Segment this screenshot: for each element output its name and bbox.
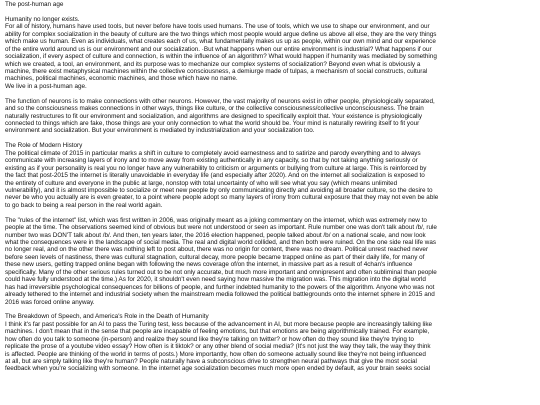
paragraph-line: connected to things which are fake, those things are your only connection to what the world should be. Your mind is naturally rewiring itself to fit your — [5, 120, 420, 127]
paragraph-line: at all, but are simply talking like they're human? People naturally have a subconscious drive to strengthen neural pathways that give the most social — [5, 358, 417, 365]
paragraph-line: has had irreversible psychological consequences for billions of people, and further indebted humanity to the powers of the algorithm. Anyone who was not — [5, 283, 435, 291]
paragraph-line: For all of history, humans have used tools, but never before have tools used humans. The use of tools, which we use to shape our environment, and our — [5, 23, 430, 31]
section-heading: The Role of Modern History — [5, 142, 83, 150]
paragraph-line: which make us human. Even as individuals, what creates each of us, what fundamentally makes us up as people, within our own mind and our experience — [5, 38, 436, 46]
paragraph-line: is affected. People are thinking of the world in terms of posts.) More importantly, how often do someone actually sound like they're not being influenced — [5, 350, 426, 358]
paragraph-line: how often do you talk to someone (in-person) and realize they sound like they're talking on twitter? or how often do they sound like they're trying to — [5, 335, 414, 343]
paragraph-line: machines, political machines, economic machines, and those which have no name. — [5, 75, 238, 83]
paragraph-line: environment and socialization. But your environment is mediated by industrialization and your socialization too. — [5, 127, 315, 135]
paragraph-line: ability for complex socialization in the beauty of culture are the two things which most people would argue define us above all else, they are the very things — [5, 30, 437, 38]
section-rules-of-internet — [5, 217, 536, 306]
page-title: The post-human age — [5, 1, 64, 8]
paragraph-line: and so the consciousness makes connections in other ways, things like culture, or the collective consciousness/collective unconsciousness. The brain — [5, 105, 424, 113]
spacer — [5, 306, 536, 313]
section-neurons — [5, 98, 536, 135]
section-intro — [5, 16, 536, 90]
paragraph-line: communicate with increasing layers of irony and to move away from existing authentically in any capacity, so that by not taking anything seriously or — [5, 157, 418, 165]
paragraph-line: The political climate of 2015 in particular marks a shift in culture to completely avoid earnestness and to satirize and parody everything and to always — [5, 149, 421, 157]
spacer — [5, 209, 536, 216]
paragraph-line: feedback when you're socializing with someone. In the internet age socialization becomes much more open ended by default, as your brain seeks social — [5, 365, 431, 373]
paragraph-line: The "rules of the internet" list, which was first written in 2006, was originally meant as a joking commentary on the internet, which was extremely new to — [5, 216, 427, 224]
paragraph-line: socialization, if every aspect of culture and connection, is within the influence of an algorithm? What would happen if humanity was mediated by something — [5, 53, 437, 61]
paragraph-line: people at the time. The observations seemed kind of obvious but were not understood or seen as important. Rule number one was don't talk about /b/, rule — [5, 224, 437, 232]
paragraph-line: specifically. Many of the other serious rules turned out to be not only accurate, but much more important and omnipresent and often subliminal than people — [5, 268, 437, 276]
spacer — [5, 90, 536, 97]
paragraph-line: machines. I don't mean that in the sense that people are incapable of feeling emotions, but that emotions are being algorithmically trained. For example, — [5, 328, 430, 336]
paragraph-line: already tethered to the internet and industrial society when the mainstream media followed the political battlegrounds onto the internet sphere in 2015 and — [5, 291, 435, 299]
paragraph-line: of the entire world around us is our environment and our socialization. ·But what happens when our entire environment is industrial? What happens if our — [5, 45, 432, 53]
spacer — [5, 135, 536, 142]
paragraph-line: 2016 was forced online anyway. — [5, 298, 95, 306]
paragraph-line: I think it's far past possible for an AI to pass the Turing test, less because of the advancement in AI, but more because people are increasingly talking like — [5, 320, 433, 328]
paragraph-line: We live in a post-human age. — [5, 82, 87, 90]
paragraph-line: to go back to being a real person in the real world again. — [5, 201, 163, 209]
paragraph-line: before seen levels of nastiness, there was cultural stagnation, cultural decay, more people became trapped online as part of their daily life, for many of — [5, 253, 425, 261]
paragraph-line: Humanity no longer exists. — [5, 15, 80, 23]
paragraph-line: the entirety of culture and everyone in the public at large, nonstop with total uncertainty of who will see what you say (which means unlimited — [5, 179, 398, 187]
paragraph-line: which we created, a tool, an environment, and its purpose was to mechanize our complex systems of socialization? Beyond even what is obviously a — [5, 60, 421, 68]
paragraph-line: these new users, getting trapped online began with following the news coverage of/on the internet, in massive part as a result of 4chan's influence — [5, 261, 413, 269]
paragraph-line: never be who you actually are is even greater, to a point where people adopt so many layers of irony from cultural exposure that they may not even be able — [5, 194, 439, 202]
paragraph-line: what the consequences were in the landscape of social media. The real and digital world collided, and then both were ruined. On the one side real life was — [5, 239, 437, 246]
section-breakdown-of-speech — [5, 313, 536, 373]
paragraph-line: the fact that post-2015 the internet is literally unavoidable in everyday life (and especially after 2020). And on the internet all socialization is exposed to — [5, 172, 425, 180]
paragraph-line: replicate the prose of a youtube video essay? How often is it tiktok? or any other blend of social media? (It's not just the way they talk, the way they think — [5, 343, 431, 351]
section-modern-history — [5, 142, 536, 209]
paragraph-line: existing as if your personality is real you no longer have any vulnerability to criticism or arguments or bullying from culture at large. This is reinforced by — [5, 164, 427, 172]
paragraph-line: machine, there exist metaphysical machines within the collective consciousness, a demiurge made of tulpas, a mechanism of social constructs, cultural — [5, 67, 428, 75]
paragraph-line: naturally restructures to fit our environment and socialization, and algorithms are designed to specifically exploit that. Your existence is physiologically — [5, 112, 422, 120]
paragraph-line: no longer real, and on the other there was nothing left to post about, there was no origin for content, there was no dream. Political unrest reached never — [5, 246, 429, 254]
section-heading: The Breakdown of Speech, and America's Role in the Death of Humanity — [5, 313, 209, 321]
paragraph-line: could have fully understood at the time.) As for 2020, it shouldn't even need saying how massive the migration was. This migration into the digital world — [5, 276, 426, 284]
spacer — [5, 8, 536, 15]
paragraph-line: vulnerability), and it is almost impossible to socialize or meet new people by only communicating directly and avoiding all broader culture, so the desire to — [5, 186, 433, 194]
paragraph-line: number two was DON'T talk about /b/. And then, ten years later, the 2016 election happened, people talked about /b/ on a national scale, and now look — [5, 231, 426, 239]
paragraph-line: The function of neurons is to make connections with other neurons. However, the vast majority of neurons exist in other people, physiologically separated, — [5, 97, 435, 105]
